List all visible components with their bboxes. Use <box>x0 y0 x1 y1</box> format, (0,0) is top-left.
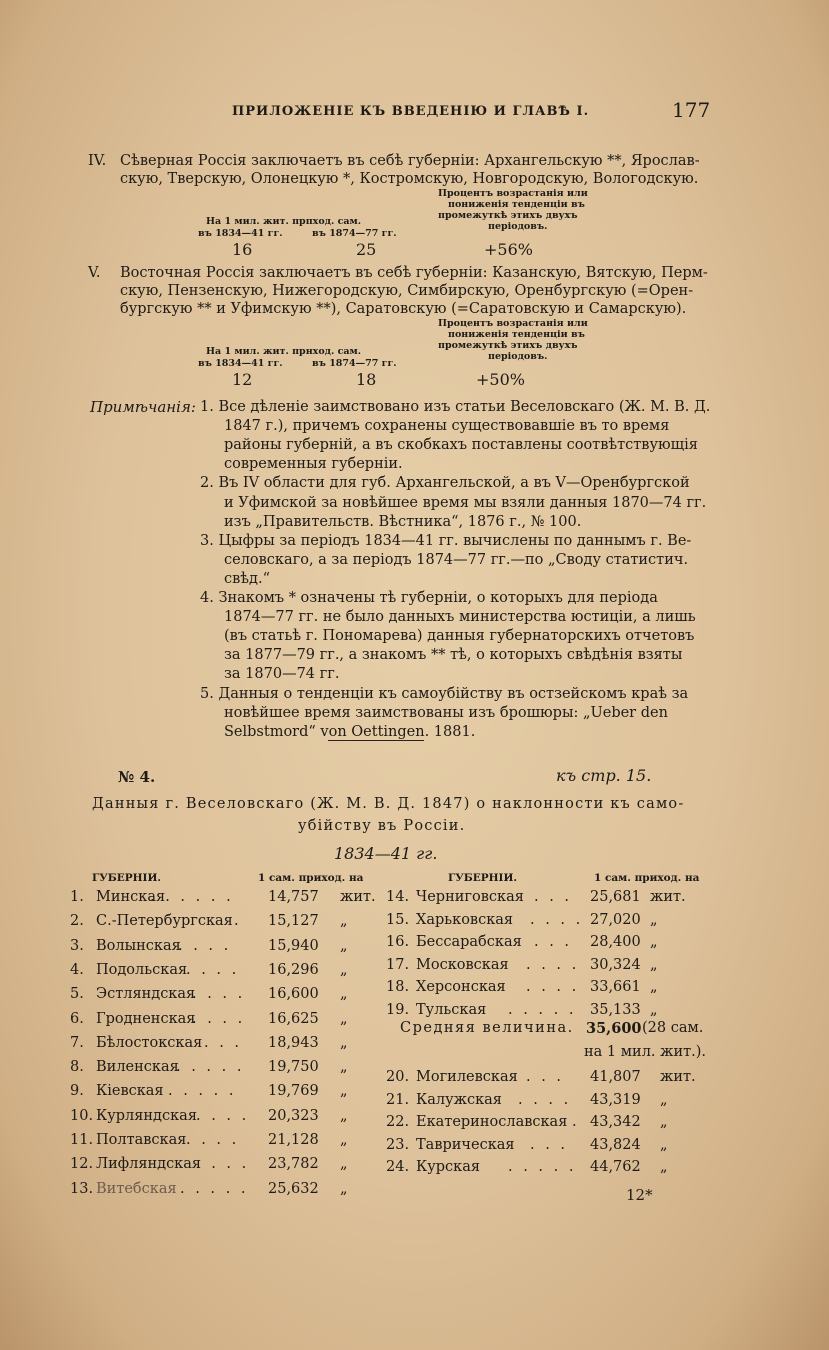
row-number: 13. <box>70 1180 94 1197</box>
average-paren-line1: (28 сам. <box>642 1020 704 1036</box>
row-unit: „ <box>650 979 658 996</box>
region-iv-col-c-header4: періодовъ. <box>488 221 548 232</box>
row-province-name: Таврическая <box>416 1136 515 1153</box>
row-province-name: Витебская <box>96 1180 177 1197</box>
region-v-value-c: +50% <box>476 370 525 389</box>
section-page-ref: къ стр. 15. <box>556 766 652 785</box>
row-leader-dots: . <box>234 913 242 930</box>
row-province-name: Кіевская <box>96 1083 164 1100</box>
region-v-col-c-header2: пониженія тенденціи въ <box>448 329 585 340</box>
note-line: 1. Все дѣленіе заимствовано изъ статьи Веселовскаго (Ж. М. В. Д. <box>200 399 711 415</box>
row-unit: жит. <box>650 889 686 905</box>
region-iv-value-a: 16 <box>232 240 253 259</box>
note-line: Selbstmord“ von Oettingen. 1881. <box>224 723 476 740</box>
row-value: 19,750 <box>268 1059 319 1076</box>
row-unit: „ <box>650 956 658 973</box>
row-value: 43,342 <box>590 1114 641 1131</box>
region-iv-col-c-header2: пониженія тенденціи въ <box>448 199 585 210</box>
row-leader-dots: . . . . <box>186 1132 240 1148</box>
region-iv-col-c-header1: Процентъ возрастанія или <box>438 188 588 199</box>
row-number: 15. <box>386 911 410 928</box>
right-col-header-name: ГУБЕРНІИ. <box>448 872 518 884</box>
row-leader-dots: . . . . <box>192 1010 246 1027</box>
row-number: 3. <box>70 937 84 954</box>
note-line: изъ „Правительств. Вѣстника“, 1876 г., № 100. <box>224 513 582 530</box>
row-leader-dots: . . . . <box>186 961 240 978</box>
left-col-header-name: ГУБЕРНІИ. <box>92 872 162 884</box>
row-value: 41,807 <box>590 1069 641 1085</box>
region-iv-col-a-header1: На 1 мил. жит. прпход. сам. <box>206 216 362 227</box>
row-leader-dots: . . . . <box>196 1107 250 1124</box>
row-leader-dots: . . . . . <box>508 1002 577 1018</box>
row-leader-dots: . <box>572 1114 580 1131</box>
region-v-col-c-header1: Процентъ возрастанія или <box>438 318 588 329</box>
row-unit: „ <box>650 934 658 951</box>
row-value: 16,625 <box>268 1010 319 1027</box>
average-paren-line2: на 1 мил. жит.). <box>584 1044 707 1060</box>
row-unit: жит. <box>340 889 376 905</box>
row-unit: „ <box>660 1091 668 1108</box>
row-province-name: Московская <box>416 956 509 973</box>
note-line: за 1870—74 гг. <box>224 666 340 683</box>
row-value: 23,782 <box>268 1156 319 1173</box>
row-number: 21. <box>386 1091 410 1108</box>
row-province-name: Волынская <box>96 937 181 954</box>
row-value: 16,296 <box>268 961 319 978</box>
region-v-line1: Восточная Россія заключаетъ въ себѣ губерніи: Казанскую, Вятскую, Перм- <box>120 265 708 281</box>
note-line: за 1877—79 гг., а знакомъ ** тѣ, о которыхъ свѣдѣнія взяты <box>224 647 683 664</box>
region-iv-value-b: 25 <box>356 240 377 259</box>
row-number: 16. <box>386 934 410 951</box>
row-unit: „ <box>340 1034 348 1051</box>
row-number: 18. <box>386 979 410 996</box>
average-value: 35,600 <box>586 1020 642 1037</box>
row-value: 35,133 <box>590 1002 641 1018</box>
row-number: 19. <box>386 1002 410 1018</box>
note-line: (въ статьѣ г. Пономарева) данныя губернаторскихъ отчетовъ <box>224 628 695 645</box>
row-province-name: Подольская <box>96 961 188 978</box>
row-unit: „ <box>340 1010 348 1027</box>
row-value: 30,324 <box>590 956 641 973</box>
row-number: 9. <box>70 1083 84 1100</box>
row-unit: „ <box>340 986 348 1003</box>
row-province-name: Харьковская <box>416 911 514 928</box>
row-province-name: Курляндская <box>96 1107 197 1124</box>
row-value: 28,400 <box>590 934 641 951</box>
row-province-name: С.-Петербургская <box>96 913 233 930</box>
row-number: 1. <box>70 889 84 905</box>
row-number: 14. <box>386 889 410 905</box>
row-province-name: Полтавская <box>96 1132 187 1148</box>
row-province-name: Лифляндская <box>96 1156 202 1173</box>
row-value: 27,020 <box>590 911 641 928</box>
row-unit: „ <box>650 911 658 928</box>
row-leader-dots: . . . . <box>526 979 580 996</box>
region-iv-line2: скую, Тверскую, Олонецкую *, Костромскую, Новгородскую, Вологодскую. <box>120 171 699 187</box>
row-value: 25,681 <box>590 889 641 905</box>
row-leader-dots: . . . . <box>178 937 232 954</box>
row-value: 21,128 <box>268 1132 319 1148</box>
row-unit: „ <box>660 1136 668 1153</box>
row-province-name: Минская <box>96 889 166 905</box>
row-province-name: Эстляндская <box>96 986 196 1003</box>
row-leader-dots: . . . . <box>518 1091 572 1108</box>
note-line: 1847 г.), причемъ сохранены существовавшіе въ то время <box>224 418 670 435</box>
row-unit: „ <box>340 961 348 978</box>
row-leader-dots: . . . . . <box>168 1083 237 1100</box>
row-number: 20. <box>386 1069 410 1085</box>
row-province-name: Виленская <box>96 1059 179 1076</box>
notes-label: Примѣчанія: <box>90 398 196 416</box>
running-head: ПРИЛОЖЕНІЕ КЪ ВВЕДЕНІЮ И ГЛАВѢ I. <box>232 104 590 119</box>
row-leader-dots: . . . <box>530 1136 569 1153</box>
row-unit: жит. <box>660 1069 696 1085</box>
row-province-name: Черниговская <box>416 889 524 905</box>
note-line: районы губерній, а въ скобкахъ поставлены соотвѣтствующія <box>224 437 698 454</box>
region-v-line3: бургскую ** и Уфимскую **), Саратовскую (=Саратовскую и Самарскую). <box>120 301 687 317</box>
row-number: 8. <box>70 1059 84 1076</box>
region-iv-numeral: IV. <box>88 153 107 169</box>
note-line: 4. Знакомъ * означены тѣ губерніи, о которыхъ для періода <box>200 590 658 606</box>
row-unit: „ <box>340 913 348 930</box>
left-col-header-value: 1 сам. приход. на <box>258 872 364 884</box>
section-title-line2: убійству въ Россіи. <box>298 818 466 834</box>
row-province-name: Тульская <box>416 1002 487 1018</box>
row-leader-dots: . . . . . <box>508 1159 577 1176</box>
note-line: новѣйшее время заимствованы изъ брошюры: „Ueber den <box>224 704 668 721</box>
row-leader-dots: . . . . <box>530 911 584 928</box>
row-value: 20,323 <box>268 1107 319 1124</box>
row-leader-dots: . . . <box>526 1069 565 1085</box>
region-v-line2: скую, Пензенскую, Нижегородскую, Симбирскую, Оренбургскую (=Орен- <box>120 283 694 299</box>
row-value: 18,943 <box>268 1034 319 1051</box>
note-line: свѣд.“ <box>224 570 270 587</box>
section-period: 1834—41 гг. <box>334 844 438 863</box>
row-value: 19,769 <box>268 1083 319 1100</box>
region-v-numeral: V. <box>88 265 101 281</box>
row-unit: „ <box>340 937 348 954</box>
page-number: 177 <box>672 98 711 122</box>
region-iv-col-b-header2: въ 1874—77 гг. <box>312 228 397 239</box>
region-iv-line1: Сѣверная Россія заключаетъ въ себѣ губерніи: Архангельскую **, Ярослав- <box>120 153 700 169</box>
row-number: 10. <box>70 1107 94 1124</box>
region-v-col-c-header4: періодовъ. <box>488 351 548 362</box>
note-line: 2. Въ IV области для губ. Архангельской, а въ V—Оренбургской <box>200 475 690 492</box>
row-leader-dots: . . . . <box>526 956 580 973</box>
region-iv-value-c: +56% <box>484 240 533 259</box>
row-value: 14,757 <box>268 889 319 905</box>
row-number: 4. <box>70 961 84 978</box>
row-province-name: Курская <box>416 1159 481 1176</box>
row-number: 24. <box>386 1159 410 1176</box>
note-line: 1874—77 гг. не было данныхъ министерства юстиціи, а лишь <box>224 609 696 626</box>
section-number: № 4. <box>118 768 156 786</box>
row-value: 44,762 <box>590 1159 641 1176</box>
row-leader-dots: . . . <box>534 934 573 951</box>
row-value: 43,824 <box>590 1136 641 1153</box>
right-col-header-value: 1 сам. приход. на <box>594 872 700 884</box>
row-unit: „ <box>340 1083 348 1100</box>
row-value: 43,319 <box>590 1091 641 1108</box>
row-unit: „ <box>660 1159 668 1176</box>
row-leader-dots: . . . <box>204 1034 243 1051</box>
row-unit: „ <box>340 1059 348 1076</box>
row-number: 6. <box>70 1010 84 1027</box>
note-line: 5. Данныя о тенденціи къ самоубійству въ остзейскомъ краѣ за <box>200 685 689 702</box>
region-iv-col-c-header3: промежуткѣ этихъ двухъ <box>438 210 578 221</box>
row-leader-dots: . . . . . . <box>150 889 234 905</box>
row-value: 25,632 <box>268 1180 319 1197</box>
note-line: 3. Цыфры за періодъ 1834—41 гг. вычислены по даннымъ г. Ве- <box>200 532 692 549</box>
row-number: 22. <box>386 1114 410 1131</box>
row-province-name: Могилевская <box>416 1069 518 1085</box>
row-unit: „ <box>340 1180 348 1197</box>
region-v-value-b: 18 <box>356 370 377 389</box>
row-unit: „ <box>340 1107 348 1124</box>
row-leader-dots: . . . . <box>196 1156 250 1173</box>
row-leader-dots: . . . . . <box>180 1180 249 1197</box>
row-province-name: Бѣлостокская <box>96 1034 203 1051</box>
row-number: 7. <box>70 1034 84 1051</box>
row-number: 12. <box>70 1156 94 1173</box>
row-value: 16,600 <box>268 986 319 1003</box>
signature-mark: 12* <box>626 1186 653 1204</box>
row-value: 15,127 <box>268 913 319 930</box>
section-title-line1: Данныя г. Веселовскаго (Ж. М. В. Д. 1847) о наклонности къ само- <box>92 796 685 812</box>
row-province-name: Херсонская <box>416 979 506 996</box>
region-v-col-b-header2: въ 1874—77 гг. <box>312 358 397 369</box>
row-number: 17. <box>386 956 410 973</box>
note-line: селовскаго, а за періодъ 1874—77 гг.—по „Своду статистич. <box>224 551 689 568</box>
row-province-name: Гродненская <box>96 1010 196 1027</box>
row-province-name: Бессарабская <box>416 934 522 951</box>
row-number: 2. <box>70 913 84 930</box>
note-line: и Уфимской за новѣйшее время мы взяли данныя 1870—74 гг. <box>224 494 707 511</box>
region-v-col-a-header1: На 1 мил. жит. прнход. сам. <box>206 346 362 357</box>
region-v-col-c-header3: промежуткѣ этихъ двухъ <box>438 340 578 351</box>
row-province-name: Екатеринославская <box>416 1114 568 1131</box>
note-line: современныя губерніи. <box>224 456 403 473</box>
row-value: 15,940 <box>268 937 319 954</box>
region-iv-col-a-header2: въ 1834—41 гг. <box>198 228 283 239</box>
row-value: 33,661 <box>590 979 641 996</box>
section-divider <box>328 740 424 741</box>
row-province-name: Калужская <box>416 1091 502 1108</box>
row-unit: „ <box>340 1156 348 1173</box>
row-unit: „ <box>650 1002 658 1018</box>
row-leader-dots: . . . <box>534 889 573 905</box>
row-leader-dots: . . . . . <box>176 1059 245 1076</box>
row-number: 23. <box>386 1136 410 1153</box>
region-v-value-a: 12 <box>232 370 253 389</box>
average-label: Средняя величина. <box>400 1020 574 1036</box>
row-unit: „ <box>340 1132 348 1148</box>
row-unit: „ <box>660 1114 668 1131</box>
row-number: 11. <box>70 1132 94 1148</box>
row-leader-dots: . . . . <box>192 986 246 1003</box>
row-number: 5. <box>70 986 84 1003</box>
region-v-col-a-header2: въ 1834—41 гг. <box>198 358 283 369</box>
